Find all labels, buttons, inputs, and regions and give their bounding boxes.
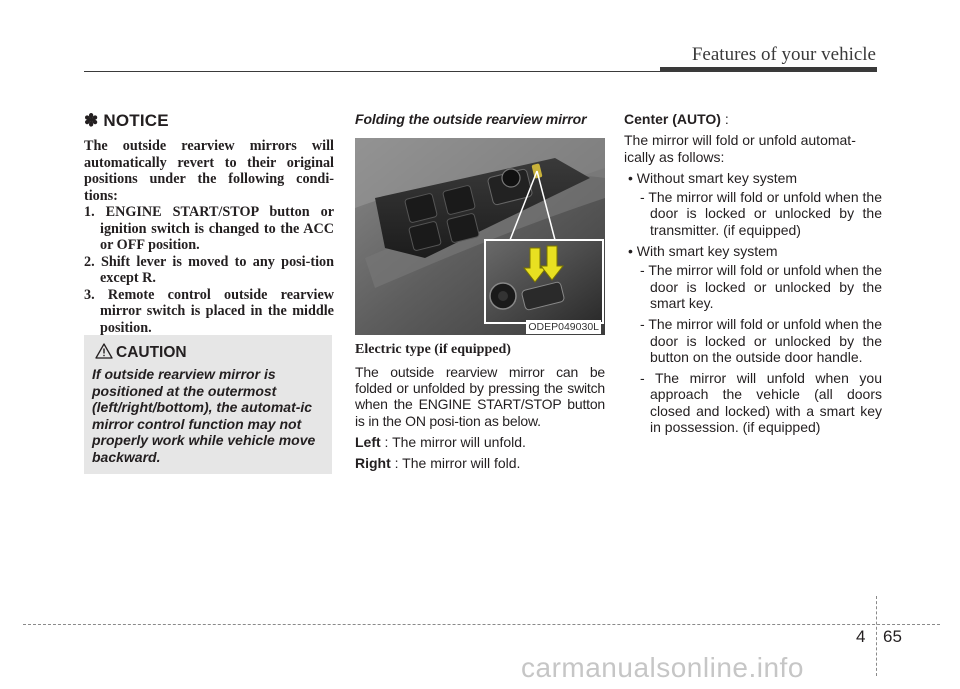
right-label: Right (355, 455, 391, 472)
mirror-switch-figure (355, 138, 605, 335)
warning-triangle-icon (95, 343, 113, 359)
caution-box (84, 335, 332, 474)
page-number: 65 (883, 627, 902, 646)
notice-item: 2. Shift lever is moved to any posi-tion except R. (84, 253, 334, 286)
notice-title: ✽ NOTICE (84, 111, 169, 130)
center-intro: The mirror will fold or unfold automat-ically as follows: (624, 132, 856, 165)
folding-section-title: Folding the outside rearview mirror (355, 111, 587, 127)
left-label: Left (355, 433, 381, 450)
chapter-number: 4 (856, 627, 866, 646)
notice-body (84, 138, 334, 336)
sub-item: - The mirror will unfold when you approach the vehicle (all doors closed and locked) with a smart key in possession. (if equipped) (640, 370, 882, 436)
notice-intro: The outside rearview mirrors will automatically revert to their original positions under the following condi-tions: (84, 138, 334, 204)
right-text: : The mirror will fold. (390, 455, 521, 472)
header-rule-accent (660, 67, 877, 72)
caution-text: If outside rearview mirror is positioned at the outermost (left/right/bottom), the automat-ic mirror control function may not properly work while vehicle move backward. (92, 366, 316, 465)
bullet-with-smart-key: • With smart key system (628, 243, 778, 260)
center-heading (624, 111, 882, 127)
door-switch-photo (355, 138, 605, 335)
center-colon: : (720, 111, 729, 127)
electric-description: The outside rearview mirror can be folded or unfolded by pressing the switch when the ENGINE START/STOP button is in the ON posi-tion as below. (355, 364, 605, 429)
figure-code: ODEP049030L (528, 321, 599, 333)
sub-item: - The mirror will fold or unfold when the door is locked or unlocked by the transmitter. (if equipped) (640, 189, 882, 238)
notice-item: 3. Remote control outside rearview mirror switch is placed in the middle position. (84, 286, 334, 336)
center-auto-section (624, 111, 882, 435)
center-label: Center (AUTO) (624, 111, 721, 127)
electric-type-title: Electric type (if equipped) (355, 342, 511, 357)
footer-rule (23, 624, 940, 625)
sub-item: - The mirror will fold or unfold when the door is locked or unlocked by the smart key. (640, 262, 882, 311)
footer-divider (876, 596, 877, 676)
caution-title: CAUTION (116, 344, 187, 361)
left-position-line (355, 434, 605, 450)
notice-list (84, 204, 334, 336)
watermark: carmanualsonline.info (521, 652, 804, 683)
header-rule (84, 71, 660, 72)
header-title: Features of your vehicle (691, 44, 876, 65)
bullet-without-smart-key: • Without smart key system (628, 169, 798, 186)
notice-item: 1. ENGINE START/STOP button or ignition switch is changed to the ACC or OFF position. (84, 204, 334, 253)
left-text: : The mirror will unfold. (380, 433, 526, 450)
sub-item: - The mirror will fold or unfold when the door is locked or unlocked by the button on the outside door handle. (640, 316, 882, 365)
right-position-line (355, 455, 605, 471)
electric-type-body (355, 364, 605, 471)
